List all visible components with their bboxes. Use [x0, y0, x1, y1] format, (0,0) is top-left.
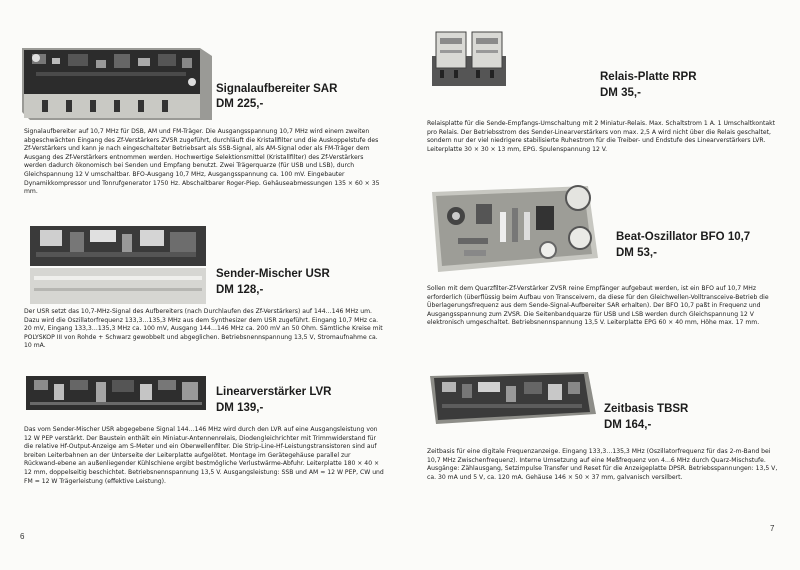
- tbsr-module-photo: [428, 370, 596, 430]
- product-title-lvr: Linearverstärker LVR: [216, 386, 332, 398]
- price-lvr: DM 139,-: [216, 402, 264, 414]
- price-usr: DM 128,-: [216, 284, 264, 296]
- price-rpr: DM 35,-: [600, 87, 641, 99]
- description-sar: Signalaufbereiter auf 10,7 MHz für DSB, AM und FM-Träger. Die Ausgangsspannung 10,7 MHz wird einem zweiten abgeschwächten Eingang des Zf-Verstärkers ZVSR zugeführt, durchläuft die Kristallfilter und die Auskoppelstufe des Zf-Verstärkers und kann je nach eingeschalteter Betriebsart als SSB-Signal, als AM-Signal oder als FM-Träger dem Ausgang des Zf-Verstärkers entnommen werden. Hochwertige Selektionsmittel (Kristallfilter) des Zf-Verstärkers werden dadurch ökonomisch bei Senden und Empfang benutzt. Zwei Trägerquarze (für USB und LSB), durch Gleichspannung 12 V umschaltbar. BFO-Ausgang 10,7 MHz, Ausgangsspannung ca. 100 mV. Eingebauter Dynamikkompressor und Tonrufgenerator 1750 Hz. Abschaltbarer Roger-Piep. Gehäuseabmessungen 135 × 60 × 35 mm.: [24, 128, 380, 196]
- page-number-right: 7: [770, 524, 775, 533]
- lvr-board-photo: [26, 372, 206, 412]
- price-bfo: DM 53,-: [616, 247, 657, 259]
- product-title-usr: Sender-Mischer USR: [216, 268, 330, 280]
- sar-module-photo: [22, 40, 212, 122]
- rpr-relay-board-photo: [430, 26, 508, 88]
- product-title-tbsr: Zeitbasis TBSR: [604, 403, 689, 415]
- product-title-sar: Signalaufbereiter SAR: [216, 83, 338, 95]
- description-usr: Der USR setzt das 10,7-MHz-Signal des Aufbereiters (nach Durchlaufen des Zf-Verstärkers) auf 144…146 MHz um. Dazu wird die Oszillatorfrequenz 133,3…135,3 MHz aus dem Synthesizer dem USR zugeführt. Eingang 10,7 MHz ca. 20 mV, Eingang 133,3…135,3 MHz ca. 100 mV, Ausgang 144…146 MHz ca. 200 mV an 50 Ohm. Sämtliche Kreise mit POLYSKOP III von Rohde + Schwarz gewobbelt und abgeglichen. Betriebsnennspannung 13,5 V, Stromaufnahme ca. 10 mA.: [24, 308, 383, 350]
- description-bfo: Sollen mit dem Quarzfilter-Zf-Verstärker ZVSR reine Empfänger aufgebaut werden, ist ein BFO auf 10,7 MHz erforderlich (überflüssig beim Aufbau von Transceivern, da diese für den Gleichwellen-Volltransceive-Betrieb die Überlagerungsfrequenz aus dem Sende-Signal-Aufbereiter SAR erhalten). Der BFO 10,7 paßt in Frequenz und Ausgangsspannung zum ZVSR. Die Seitenbandquarze für USB und LSB werden durch Gleichspannung 12 V elektronisch umgeschaltet. Betriebsnennspannung 13,5 V. Leiterplatte EPG 60 × 40 mm, Höhe max. 17 mm.: [427, 285, 769, 327]
- product-title-bfo: Beat-Oszillator BFO 10,7: [616, 231, 751, 243]
- description-rpr: Relaisplatte für die Sende-Empfangs-Umschaltung mit 2 Miniatur-Relais. Max. Schaltstrom 1 A. 1 Umschaltkontakt pro Relais. Der Betriebsstrom des Sender-Linearverstärkers von max. 2,5 A wird nicht über die Relais geschaltet, sondern nur der viel niedrigere stabilisierte Ruhestrom für die Treiber- und Endstufe des Linearverstärkers LVR. Leiterplatte 30 × 30 × 13 mm, EPG. Spulenspannung 12 V.: [427, 120, 775, 153]
- bfo-board-photo: [428, 178, 600, 276]
- page-number-left: 6: [20, 532, 25, 541]
- price-sar: DM 225,-: [216, 98, 264, 110]
- price-tbsr: DM 164,-: [604, 419, 652, 431]
- description-lvr: Das vom Sender-Mischer USR abgegebene Signal 144…146 MHz wird durch den LVR auf eine Ausgangsleistung von 12 W PEP verstärkt. Der Baustein enthält ein Miniatur-Antennenrelais, Diodengleichrichter mit Trimmwiderstand für die relative Hf-Output-Anzeige am S-Meter und ein Oberwellenfilter. Die Strip-Line-Hf-Leistungstransistoren sind auf breiten Leiterbahnen an der Unterseite der Leiterplatte aufgelötet. Montage im Gerätegehäuse parallel zur Rückwand-ebene an außenliegender Kühlschiene ergibt bestmögliche Verlustwärme-Abfuhr. Leiterplatte 180 × 40 × 12 mm, doppelseitig beschichtet. Betriebsnennspannung 13,5 V. Ausgangsleistung: SSB und AM ≈ 12 W PEP, CW und FM = 12 W Trägerleistung (effektive Leistung).: [24, 426, 384, 485]
- usr-module-photo: [30, 222, 206, 306]
- product-title-rpr: Relais-Platte RPR: [600, 71, 697, 83]
- description-tbsr: Zeitbasis für eine digitale Frequenzanzeige. Eingang 133,3…135,3 MHz (Oszillatorfrequenz für das 2-m-Band bei 10,7 MHz Zwischenfrequenz). Interne Umsetzung auf eine Meßfrequenz von 4…6 MHz durch Quarz-Mischstufe. Ausgänge: Zählausgang, Setzimpulse Transfer und Reset für die Anzeigeplatte DPSR. Betriebsspannungen: 13,5 V, ca. 30 mA und 5 V, ca. 120 mA. Gehäuse 146 × 50 × 37 mm, galvanisch versilbert.: [427, 448, 778, 481]
